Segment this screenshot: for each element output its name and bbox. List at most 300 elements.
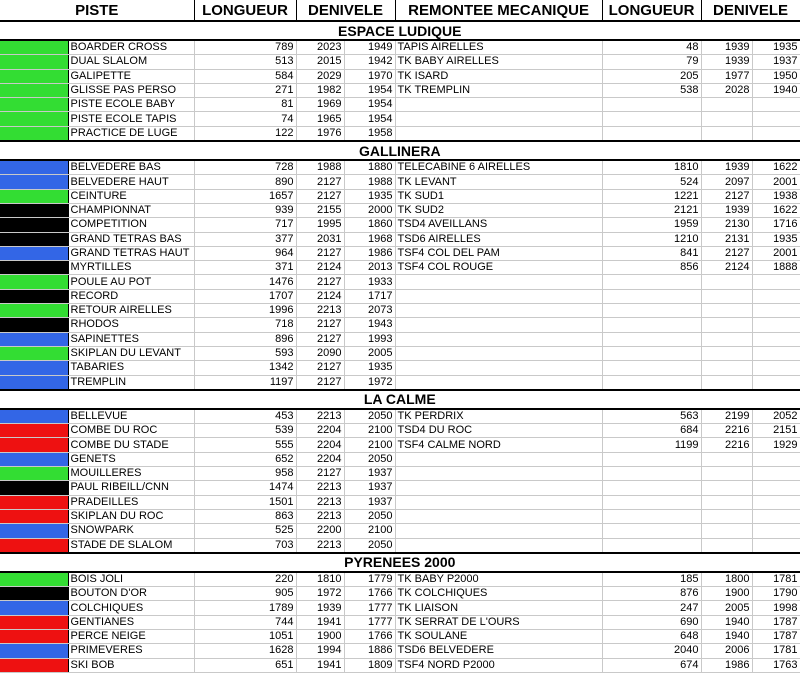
- piste-bottom-altitude: 1954: [344, 98, 395, 112]
- lift-name: [395, 112, 602, 126]
- section-title: GALLINERA: [0, 141, 800, 160]
- lift-name: TK SOULANE: [395, 629, 602, 643]
- lift-bottom-altitude: 1938: [752, 189, 800, 203]
- difficulty-color-swatch: [0, 275, 68, 289]
- difficulty-color-swatch: [0, 175, 68, 189]
- lift-top-altitude: 2005: [701, 601, 752, 615]
- lift-length: 205: [602, 69, 701, 83]
- lift-top-altitude: [701, 495, 752, 509]
- difficulty-color-swatch: [0, 261, 68, 275]
- piste-bottom-altitude: 1766: [344, 629, 395, 643]
- difficulty-color-swatch: [0, 218, 68, 232]
- table-row: [0, 572, 800, 587]
- lift-top-altitude: 1986: [701, 658, 752, 672]
- piste-name: BOIS JOLI: [68, 572, 194, 587]
- lift-length: 2040: [602, 644, 701, 658]
- lift-length: 684: [602, 424, 701, 438]
- lift-top-altitude: 1940: [701, 615, 752, 629]
- table-row: [0, 126, 800, 141]
- difficulty-color-swatch: [0, 438, 68, 452]
- lift-length: [602, 112, 701, 126]
- piste-name: COLCHIQUES: [68, 601, 194, 615]
- piste-bottom-altitude: 1937: [344, 481, 395, 495]
- lift-length: 563: [602, 409, 701, 424]
- lift-bottom-altitude: [752, 538, 800, 553]
- section-header-row: [0, 141, 800, 160]
- lift-top-altitude: [701, 481, 752, 495]
- piste-top-altitude: 2213: [296, 509, 344, 523]
- piste-length: 1501: [194, 495, 296, 509]
- piste-bottom-altitude: 1880: [344, 160, 395, 175]
- piste-name: MYRTILLES: [68, 261, 194, 275]
- lift-top-altitude: 1939: [701, 55, 752, 69]
- piste-top-altitude: 1994: [296, 644, 344, 658]
- lift-name: TK COLCHIQUES: [395, 587, 602, 601]
- table-row: [0, 83, 800, 97]
- piste-name: SKIPLAN DU LEVANT: [68, 346, 194, 360]
- lift-top-altitude: [701, 524, 752, 538]
- lift-length: [602, 275, 701, 289]
- section-header-row: [0, 21, 800, 40]
- table-row: [0, 658, 800, 672]
- piste-bottom-altitude: 1988: [344, 175, 395, 189]
- piste-length: 271: [194, 83, 296, 97]
- lift-top-altitude: [701, 332, 752, 346]
- difficulty-color-swatch: [0, 509, 68, 523]
- difficulty-color-swatch: [0, 424, 68, 438]
- piste-top-altitude: 2127: [296, 189, 344, 203]
- lift-top-altitude: 2127: [701, 246, 752, 260]
- piste-length: 1657: [194, 189, 296, 203]
- piste-bottom-altitude: 1942: [344, 55, 395, 69]
- lift-top-altitude: 2127: [701, 189, 752, 203]
- lift-bottom-altitude: [752, 481, 800, 495]
- lift-top-altitude: 2124: [701, 261, 752, 275]
- piste-name: TABARIES: [68, 361, 194, 375]
- lift-name: [395, 538, 602, 553]
- piste-top-altitude: 2127: [296, 275, 344, 289]
- table-row: [0, 587, 800, 601]
- difficulty-color-swatch: [0, 160, 68, 175]
- lift-top-altitude: 1939: [701, 203, 752, 217]
- piste-top-altitude: 2127: [296, 467, 344, 481]
- table-row: [0, 644, 800, 658]
- piste-bottom-altitude: 1860: [344, 218, 395, 232]
- lift-bottom-altitude: [752, 332, 800, 346]
- piste-length: 539: [194, 424, 296, 438]
- lift-bottom-altitude: 1935: [752, 40, 800, 55]
- piste-length: 1628: [194, 644, 296, 658]
- piste-name: RHODOS: [68, 318, 194, 332]
- difficulty-color-swatch: [0, 112, 68, 126]
- lift-length: [602, 98, 701, 112]
- difficulty-color-swatch: [0, 361, 68, 375]
- lift-bottom-altitude: 1787: [752, 629, 800, 643]
- difficulty-color-swatch: [0, 203, 68, 217]
- lift-length: [602, 318, 701, 332]
- header-row: [0, 0, 800, 21]
- piste-length: 964: [194, 246, 296, 260]
- lift-length: [602, 126, 701, 141]
- piste-name: BELVEDERE BAS: [68, 160, 194, 175]
- table-row: [0, 495, 800, 509]
- lift-bottom-altitude: 1622: [752, 203, 800, 217]
- lift-name: TSF4 CALME NORD: [395, 438, 602, 452]
- table-row: [0, 467, 800, 481]
- piste-top-altitude: 2124: [296, 261, 344, 275]
- lift-name: TK ISARD: [395, 69, 602, 83]
- lift-bottom-altitude: 1929: [752, 438, 800, 452]
- piste-name: CEINTURE: [68, 189, 194, 203]
- lift-length: [602, 332, 701, 346]
- table-row: [0, 275, 800, 289]
- lift-name: [395, 98, 602, 112]
- lift-length: 1199: [602, 438, 701, 452]
- difficulty-color-swatch: [0, 572, 68, 587]
- lift-length: 690: [602, 615, 701, 629]
- piste-name: PISTE ECOLE BABY: [68, 98, 194, 112]
- lift-name: TK PERDRIX: [395, 409, 602, 424]
- piste-length: 939: [194, 203, 296, 217]
- difficulty-color-swatch: [0, 524, 68, 538]
- piste-top-altitude: 2124: [296, 289, 344, 303]
- piste-length: 744: [194, 615, 296, 629]
- lift-name: TK SUD1: [395, 189, 602, 203]
- piste-bottom-altitude: 2050: [344, 409, 395, 424]
- lift-length: 2121: [602, 203, 701, 217]
- difficulty-color-swatch: [0, 409, 68, 424]
- lift-bottom-altitude: 1787: [752, 615, 800, 629]
- piste-bottom-altitude: 2050: [344, 509, 395, 523]
- piste-length: 377: [194, 232, 296, 246]
- table-row: [0, 409, 800, 424]
- lift-bottom-altitude: [752, 361, 800, 375]
- piste-bottom-altitude: 2013: [344, 261, 395, 275]
- piste-top-altitude: 1965: [296, 112, 344, 126]
- lift-top-altitude: 2097: [701, 175, 752, 189]
- table-row: [0, 218, 800, 232]
- lift-top-altitude: [701, 538, 752, 553]
- piste-top-altitude: 2204: [296, 424, 344, 438]
- lift-bottom-altitude: [752, 289, 800, 303]
- lift-bottom-altitude: 2151: [752, 424, 800, 438]
- lift-length: [602, 509, 701, 523]
- piste-top-altitude: 2127: [296, 375, 344, 390]
- piste-top-altitude: 2213: [296, 409, 344, 424]
- header-piste: PISTE: [0, 0, 194, 21]
- difficulty-color-swatch: [0, 98, 68, 112]
- difficulty-color-swatch: [0, 304, 68, 318]
- piste-top-altitude: 1982: [296, 83, 344, 97]
- difficulty-color-swatch: [0, 189, 68, 203]
- table-row: [0, 438, 800, 452]
- piste-top-altitude: 2090: [296, 346, 344, 360]
- lift-top-altitude: [701, 509, 752, 523]
- lift-top-altitude: 1900: [701, 587, 752, 601]
- table-row: [0, 40, 800, 55]
- piste-length: 525: [194, 524, 296, 538]
- lift-top-altitude: [701, 452, 752, 466]
- difficulty-color-swatch: [0, 83, 68, 97]
- piste-name: PERCE NEIGE: [68, 629, 194, 643]
- piste-top-altitude: 2015: [296, 55, 344, 69]
- piste-bottom-altitude: 1933: [344, 275, 395, 289]
- table-row: [0, 509, 800, 523]
- piste-bottom-altitude: 1937: [344, 467, 395, 481]
- piste-bottom-altitude: 1986: [344, 246, 395, 260]
- lift-bottom-altitude: [752, 495, 800, 509]
- piste-length: 371: [194, 261, 296, 275]
- section-title: PYRENEES 2000: [0, 553, 800, 572]
- piste-name: MOUILLERES: [68, 467, 194, 481]
- lift-name: TSD4 DU ROC: [395, 424, 602, 438]
- lift-bottom-altitude: 1781: [752, 572, 800, 587]
- piste-name: BOARDER CROSS: [68, 40, 194, 55]
- difficulty-color-swatch: [0, 332, 68, 346]
- lift-length: [602, 361, 701, 375]
- piste-length: 1342: [194, 361, 296, 375]
- difficulty-color-swatch: [0, 467, 68, 481]
- lift-name: [395, 361, 602, 375]
- lift-name: TSF4 COL DEL PAM: [395, 246, 602, 260]
- section-title: LA CALME: [0, 390, 800, 409]
- piste-top-altitude: 2213: [296, 495, 344, 509]
- piste-name: GLISSE PAS PERSO: [68, 83, 194, 97]
- piste-length: 789: [194, 40, 296, 55]
- piste-length: 717: [194, 218, 296, 232]
- lift-bottom-altitude: [752, 467, 800, 481]
- lift-bottom-altitude: 1950: [752, 69, 800, 83]
- lift-bottom-altitude: 1781: [752, 644, 800, 658]
- piste-top-altitude: 2127: [296, 318, 344, 332]
- lift-bottom-altitude: [752, 375, 800, 390]
- piste-name: COMBE DU STADE: [68, 438, 194, 452]
- piste-name: GENETS: [68, 452, 194, 466]
- lift-bottom-altitude: 2052: [752, 409, 800, 424]
- piste-top-altitude: 2204: [296, 438, 344, 452]
- piste-bottom-altitude: 1777: [344, 601, 395, 615]
- piste-name: POULE AU POT: [68, 275, 194, 289]
- lift-name: [395, 346, 602, 360]
- piste-bottom-altitude: 2050: [344, 452, 395, 466]
- lift-top-altitude: 2216: [701, 438, 752, 452]
- difficulty-color-swatch: [0, 375, 68, 390]
- lift-top-altitude: [701, 275, 752, 289]
- difficulty-color-swatch: [0, 289, 68, 303]
- piste-bottom-altitude: 1943: [344, 318, 395, 332]
- piste-top-altitude: 1988: [296, 160, 344, 175]
- lift-length: 1959: [602, 218, 701, 232]
- piste-top-altitude: 1995: [296, 218, 344, 232]
- piste-length: 1996: [194, 304, 296, 318]
- piste-top-altitude: 2023: [296, 40, 344, 55]
- lift-bottom-altitude: 1998: [752, 601, 800, 615]
- lift-length: 79: [602, 55, 701, 69]
- piste-top-altitude: 1810: [296, 572, 344, 587]
- difficulty-color-swatch: [0, 644, 68, 658]
- lift-top-altitude: 2130: [701, 218, 752, 232]
- piste-bottom-altitude: 1954: [344, 83, 395, 97]
- piste-top-altitude: 1941: [296, 615, 344, 629]
- piste-length: 863: [194, 509, 296, 523]
- piste-length: 728: [194, 160, 296, 175]
- lift-bottom-altitude: [752, 509, 800, 523]
- piste-bottom-altitude: 1809: [344, 658, 395, 672]
- lift-name: TSF4 COL ROUGE: [395, 261, 602, 275]
- table-row: [0, 629, 800, 643]
- piste-name: GALIPETTE: [68, 69, 194, 83]
- piste-name: PRIMEVERES: [68, 644, 194, 658]
- table-row: [0, 318, 800, 332]
- piste-name: SKI BOB: [68, 658, 194, 672]
- lift-top-altitude: [701, 289, 752, 303]
- piste-top-altitude: 1969: [296, 98, 344, 112]
- lift-top-altitude: [701, 467, 752, 481]
- header-longueur: LONGUEUR: [194, 0, 296, 21]
- piste-bottom-altitude: 1935: [344, 189, 395, 203]
- piste-bottom-altitude: 1970: [344, 69, 395, 83]
- lift-bottom-altitude: [752, 275, 800, 289]
- piste-length: 703: [194, 538, 296, 553]
- lift-length: [602, 289, 701, 303]
- piste-name: BELLEVUE: [68, 409, 194, 424]
- header-denivele: DENIVELE: [296, 0, 395, 21]
- piste-length: 584: [194, 69, 296, 83]
- lift-length: 876: [602, 587, 701, 601]
- table-row: [0, 189, 800, 203]
- piste-name: BOUTON D'OR: [68, 587, 194, 601]
- piste-bottom-altitude: 1886: [344, 644, 395, 658]
- lift-bottom-altitude: 1622: [752, 160, 800, 175]
- difficulty-color-swatch: [0, 615, 68, 629]
- piste-length: 122: [194, 126, 296, 141]
- piste-length: 905: [194, 587, 296, 601]
- lift-bottom-altitude: [752, 318, 800, 332]
- difficulty-color-swatch: [0, 346, 68, 360]
- difficulty-color-swatch: [0, 452, 68, 466]
- difficulty-color-swatch: [0, 538, 68, 553]
- piste-bottom-altitude: 1937: [344, 495, 395, 509]
- piste-length: 718: [194, 318, 296, 332]
- lift-name: TSD6 BELVEDERE: [395, 644, 602, 658]
- piste-name: SNOWPARK: [68, 524, 194, 538]
- lift-top-altitude: 1940: [701, 629, 752, 643]
- difficulty-color-swatch: [0, 40, 68, 55]
- lift-top-altitude: [701, 375, 752, 390]
- difficulty-color-swatch: [0, 481, 68, 495]
- lift-bottom-altitude: [752, 452, 800, 466]
- lift-name: [395, 275, 602, 289]
- lift-name: [395, 304, 602, 318]
- header-longueur-lift: LONGUEUR: [602, 0, 701, 21]
- header-remontee: REMONTEE MECANIQUE: [395, 0, 602, 21]
- lift-length: [602, 375, 701, 390]
- piste-bottom-altitude: 1777: [344, 615, 395, 629]
- piste-length: 74: [194, 112, 296, 126]
- difficulty-color-swatch: [0, 495, 68, 509]
- lift-bottom-altitude: [752, 112, 800, 126]
- lift-length: 538: [602, 83, 701, 97]
- lift-name: [395, 289, 602, 303]
- lift-length: 1210: [602, 232, 701, 246]
- lift-bottom-altitude: 1940: [752, 83, 800, 97]
- lift-length: [602, 304, 701, 318]
- lift-bottom-altitude: 1716: [752, 218, 800, 232]
- lift-top-altitude: 1939: [701, 40, 752, 55]
- header-denivele-lift: DENIVELE: [701, 0, 800, 21]
- table-row: [0, 112, 800, 126]
- piste-name: RETOUR AIRELLES: [68, 304, 194, 318]
- piste-bottom-altitude: 1993: [344, 332, 395, 346]
- section-header-row: [0, 390, 800, 409]
- piste-name: PISTE ECOLE TAPIS: [68, 112, 194, 126]
- lift-top-altitude: [701, 98, 752, 112]
- lift-name: [395, 318, 602, 332]
- piste-name: GENTIANES: [68, 615, 194, 629]
- table-row: [0, 424, 800, 438]
- piste-top-altitude: 2213: [296, 304, 344, 318]
- lift-top-altitude: 1939: [701, 160, 752, 175]
- lift-length: 524: [602, 175, 701, 189]
- table-row: [0, 69, 800, 83]
- difficulty-color-swatch: [0, 232, 68, 246]
- table-row: [0, 538, 800, 553]
- difficulty-color-swatch: [0, 55, 68, 69]
- difficulty-color-swatch: [0, 126, 68, 141]
- lift-name: TK SERRAT DE L'OURS: [395, 615, 602, 629]
- piste-name: STADE DE SLALOM: [68, 538, 194, 553]
- table-row: [0, 481, 800, 495]
- lift-name: [395, 509, 602, 523]
- lift-length: 48: [602, 40, 701, 55]
- lift-top-altitude: 1800: [701, 572, 752, 587]
- piste-length: 1707: [194, 289, 296, 303]
- piste-name: DUAL SLALOM: [68, 55, 194, 69]
- piste-length: 453: [194, 409, 296, 424]
- lift-top-altitude: 2199: [701, 409, 752, 424]
- lift-bottom-altitude: [752, 304, 800, 318]
- piste-top-altitude: 2127: [296, 361, 344, 375]
- lift-top-altitude: 1977: [701, 69, 752, 83]
- lift-name: TK BABY P2000: [395, 572, 602, 587]
- piste-name: PRADEILLES: [68, 495, 194, 509]
- piste-name: SKIPLAN DU ROC: [68, 509, 194, 523]
- lift-bottom-altitude: [752, 524, 800, 538]
- lift-length: [602, 467, 701, 481]
- lift-top-altitude: [701, 318, 752, 332]
- table-row: [0, 524, 800, 538]
- lift-name: [395, 467, 602, 481]
- lift-length: 1810: [602, 160, 701, 175]
- piste-bottom-altitude: 1949: [344, 40, 395, 55]
- piste-length: 1789: [194, 601, 296, 615]
- piste-top-altitude: 2213: [296, 538, 344, 553]
- piste-bottom-altitude: 1766: [344, 587, 395, 601]
- table-row: [0, 601, 800, 615]
- piste-bottom-altitude: 2050: [344, 538, 395, 553]
- lift-length: 247: [602, 601, 701, 615]
- lift-top-altitude: 2006: [701, 644, 752, 658]
- table-row: [0, 98, 800, 112]
- piste-name: PRACTICE DE LUGE: [68, 126, 194, 141]
- table-row: [0, 261, 800, 275]
- piste-name: CHAMPIONNAT: [68, 203, 194, 217]
- piste-top-altitude: 2213: [296, 481, 344, 495]
- lift-name: [395, 375, 602, 390]
- lift-length: [602, 538, 701, 553]
- piste-bottom-altitude: 2100: [344, 524, 395, 538]
- piste-name: COMPETITION: [68, 218, 194, 232]
